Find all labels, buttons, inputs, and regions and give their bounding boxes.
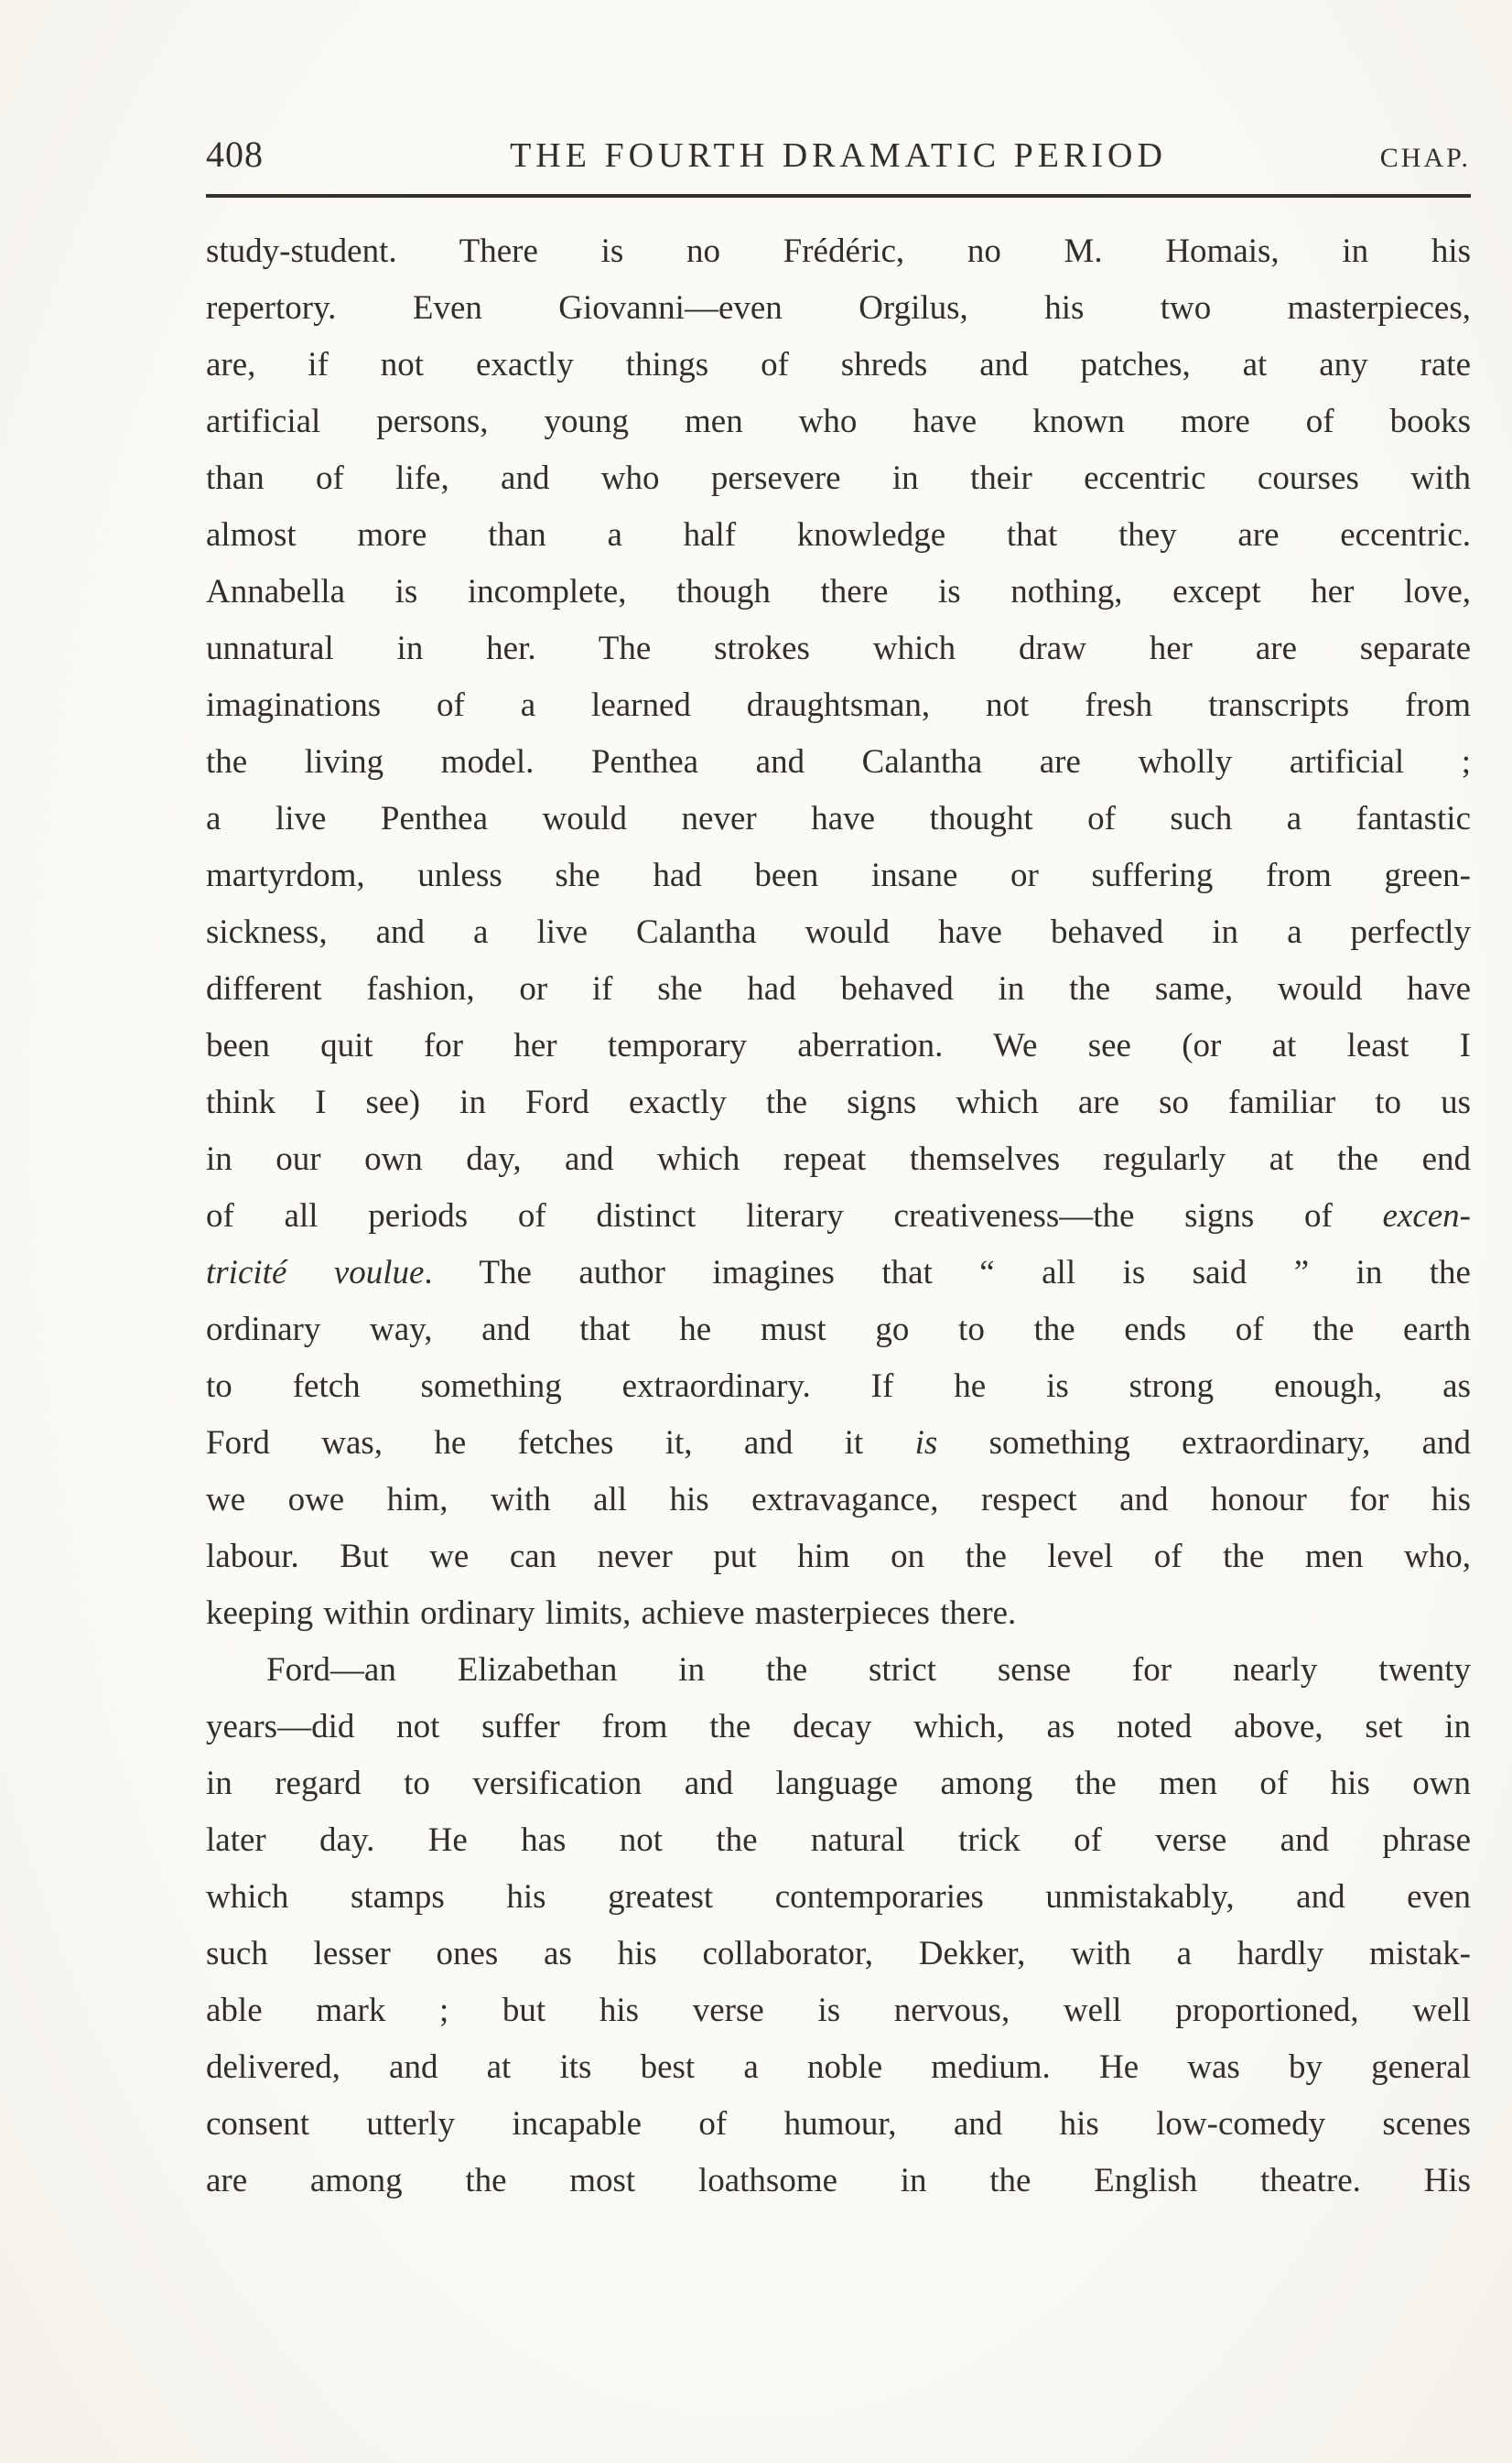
text-line: martyrdom, unless she had been insane or suffering from green-	[206, 857, 1471, 894]
text-line: the living model. Penthea and Calantha are wholly artificial ;	[206, 743, 1471, 781]
text-line: to fetch something extraordinary. If he is strong enough, as	[206, 1367, 1471, 1405]
text-line: tricité voulue. The author imagines that “ all is said ” in the	[206, 1254, 1471, 1291]
text-line: labour. But we can never put him on the level of the men who,	[206, 1538, 1471, 1575]
text-line: are among the most loathsome in the English theatre. His	[206, 2162, 1471, 2199]
text-line: than of life, and who persevere in their eccentric courses with	[206, 459, 1471, 497]
text-line: ordinary way, and that he must go to the ends of the earth	[206, 1311, 1471, 1348]
text-line: think I see) in Ford exactly the signs which are so familiar to us	[206, 1084, 1471, 1121]
text-line: years—did not suffer from the decay which, as noted above, set in	[206, 1708, 1471, 1745]
text-line: keeping within ordinary limits, achieve masterpieces there.	[206, 1594, 1017, 1632]
chapter-label: CHAP.	[1379, 143, 1471, 173]
text-line: sickness, and a live Calantha would have behaved in a perfectly	[206, 913, 1471, 951]
text-line: study-student. There is no Frédéric, no M. Homais, in his	[206, 232, 1471, 270]
page-body	[206, 223, 1471, 2209]
text-line: artificial persons, young men who have known more of books	[206, 403, 1471, 440]
page-number: 408	[206, 134, 264, 175]
text-line: Annabella is incomplete, though there is nothing, except her love,	[206, 573, 1471, 610]
text-line: a live Penthea would never have thought of such a fantastic	[206, 800, 1471, 837]
text-line: later day. He has not the natural trick of verse and phrase	[206, 1821, 1471, 1859]
text-line: able mark ; but his verse is nervous, well proportioned, well	[206, 1992, 1471, 2029]
text-line: are, if not exactly things of shreds and patches, at any rate	[206, 346, 1471, 383]
text-line: Ford—an Elizabethan in the strict sense for nearly twenty	[266, 1651, 1471, 1689]
text-line: almost more than a half knowledge that they are eccentric.	[206, 516, 1471, 554]
text-line: in our own day, and which repeat themselves regularly at the end	[206, 1140, 1471, 1178]
text-line: imaginations of a learned draughtsman, not fresh transcripts from	[206, 686, 1471, 724]
text-line: repertory. Even Giovanni—even Orgilus, his two masterpieces,	[206, 289, 1471, 327]
text-line: we owe him, with all his extravagance, respect and honour for his	[206, 1481, 1471, 1518]
text-line: which stamps his greatest contemporaries unmistakably, and even	[206, 1878, 1471, 1916]
text-line: of all periods of distinct literary creativeness—the signs of excen-	[206, 1197, 1471, 1235]
running-title: THE FOURTH DRAMATIC PERIOD	[510, 136, 1167, 175]
text-line: different fashion, or if she had behaved in the same, would have	[206, 970, 1471, 1008]
text-line: delivered, and at its best a noble medium. He was by general	[206, 2048, 1471, 2086]
text-line: in regard to versification and language among the men of his own	[206, 1765, 1471, 1802]
text-line: been quit for her temporary aberration. We see (or at least I	[206, 1027, 1471, 1064]
page-header	[206, 0, 1471, 179]
text-line: Ford was, he fetches it, and it is something extraordinary, and	[206, 1424, 1471, 1462]
text-line: unnatural in her. The strokes which draw her are separate	[206, 630, 1471, 667]
text-line: consent utterly incapable of humour, and his low-comedy scenes	[206, 2105, 1471, 2143]
text-line: such lesser ones as his collaborator, Dekker, with a hardly mistak-	[206, 1935, 1471, 1972]
header-rule	[206, 194, 1471, 198]
